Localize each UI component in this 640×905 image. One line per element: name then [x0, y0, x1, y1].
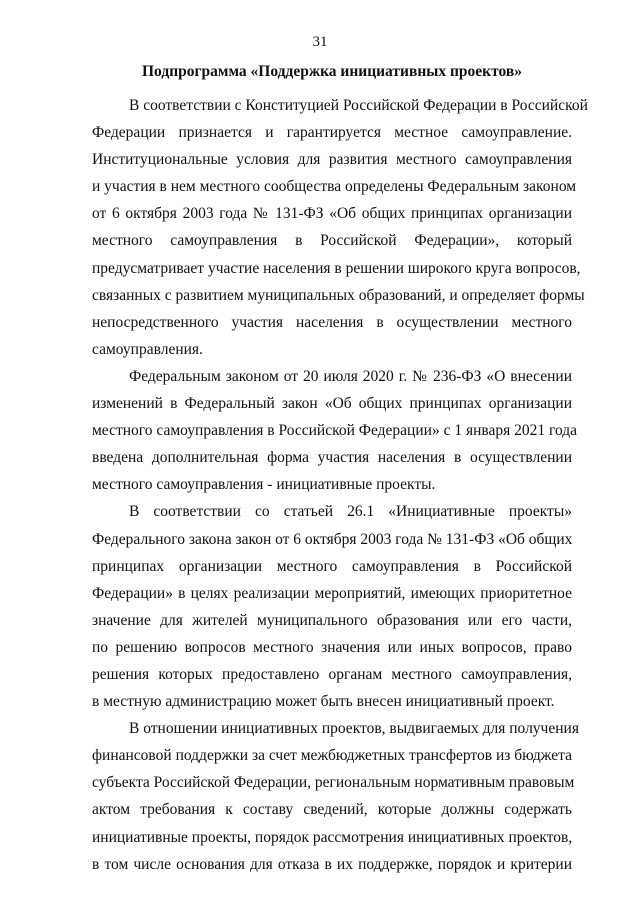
paragraph-line: В отношении инициативных проектов, выдвигаемых для получения	[129, 720, 579, 738]
paragraph-4	[92, 715, 579, 878]
paragraph-line: Федерации» в целях реализации мероприятий, имеющих приоритетное	[92, 584, 572, 602]
paragraph-line: актом требования к составу сведений, которые должны содержать	[92, 801, 572, 819]
paragraph-line: по решению вопросов местного значения или иных вопросов, право	[92, 638, 572, 656]
paragraph-line: Федерального закона закон от 6 октября 2003 года № 131-ФЗ «Об общих	[92, 530, 573, 548]
paragraph-line: субъекта Российской Федерации, региональным нормативным правовым	[92, 774, 575, 792]
paragraph-2	[92, 363, 578, 498]
paragraph-line: предусматривает участие населения в решении широкого круга вопросов,	[92, 259, 581, 277]
paragraph-line: Федерации признается и гарантируется местное самоуправление.	[92, 124, 572, 142]
paragraph-line: финансовой поддержки за счет межбюджетных трансфертов из бюджета	[92, 747, 573, 765]
paragraph-line: самоуправления.	[92, 340, 203, 358]
paragraph-line: Федеральным законом от 20 июля 2020 г. № 236-ФЗ «О внесении	[129, 367, 572, 385]
paragraph-line: В соответствии с Конституцией Российской Федерации в Российской	[129, 97, 588, 114]
paragraph-line: В соответствии со статьей 26.1 «Инициативные проекты»	[129, 503, 572, 521]
paragraph-line: непосредственного участия населения в осуществлении местного	[92, 313, 572, 331]
paragraph-line: решения которых предоставлено органам местного самоуправления,	[92, 665, 572, 683]
paragraph-3	[92, 498, 572, 715]
body-text	[92, 92, 588, 878]
paragraph-line: в местную администрацию может быть внесен инициативный проект.	[92, 693, 555, 711]
paragraph-line: местного самоуправления - инициативные проекты.	[92, 476, 436, 494]
paragraph-line: и участия в нем местного сообщества определены Федеральным законом	[92, 178, 577, 196]
paragraph-line: инициативные проекты, порядок рассмотрения инициативных проектов,	[92, 828, 573, 846]
section-heading: Подпрограмма «Поддержка инициативных проектов»	[142, 63, 522, 80]
paragraph-line: связанных с развитием муниципальных образований, и определяет формы	[92, 286, 585, 304]
paragraph-line: от 6 октября 2003 года № 131-ФЗ «Об общих принципах организации	[92, 205, 572, 223]
paragraph-1	[92, 92, 588, 363]
paragraph-line: в том числе основания для отказа в их поддержке, порядок и критерии	[92, 855, 572, 873]
page-number: 31	[312, 34, 328, 50]
paragraph-line: Институциональные условия для развития местного самоуправления	[92, 151, 572, 169]
paragraph-line: местного самоуправления в Российской Федерации», который	[92, 232, 572, 250]
paragraph-line: принципах организации местного самоуправления в Российской	[92, 557, 572, 575]
paragraph-line: значение для жителей муниципального образования или его части,	[92, 611, 572, 629]
paragraph-line: изменений в Федеральный закон «Об общих принципах организации	[92, 395, 572, 413]
paragraph-line: введена дополнительная форма участия населения в осуществлении	[92, 449, 572, 467]
paragraph-line: местного самоуправления в Российской Федерации» с 1 января 2021 года	[92, 422, 578, 440]
